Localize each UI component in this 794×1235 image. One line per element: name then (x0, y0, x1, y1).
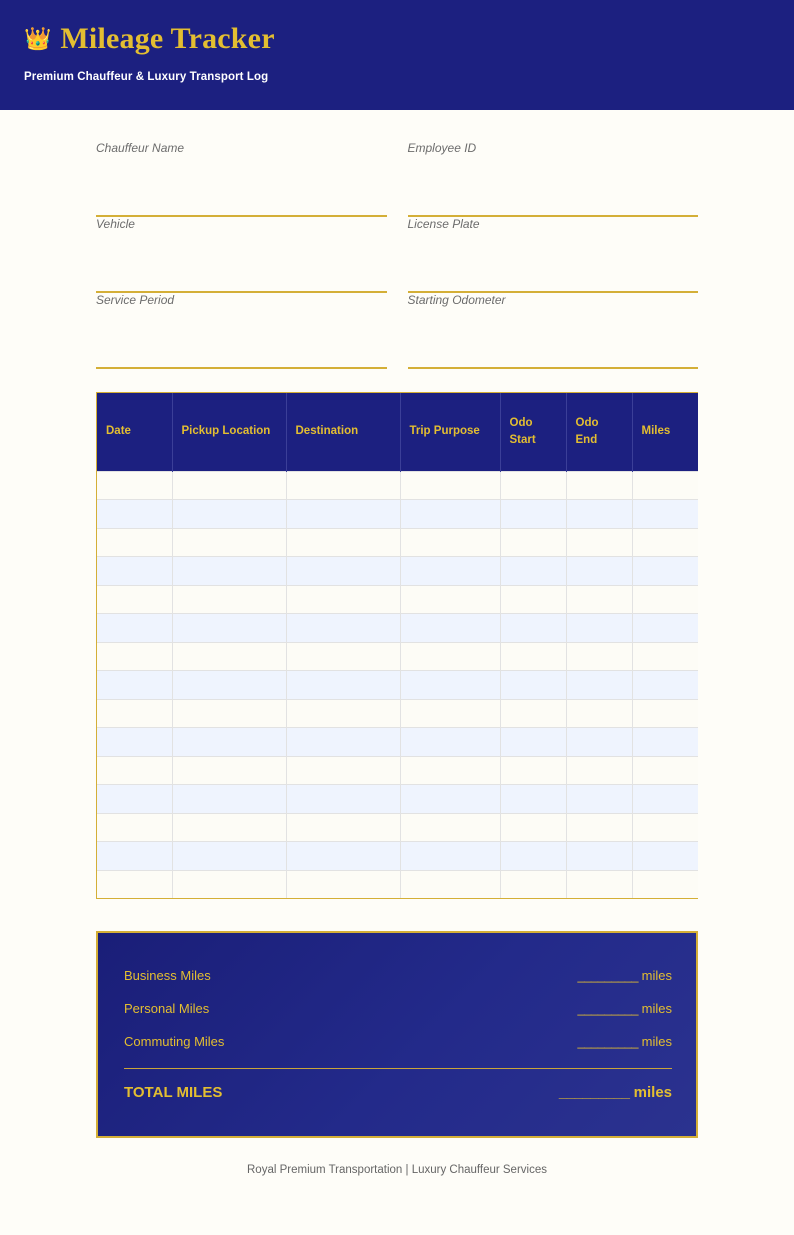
trip-cell-pickup-location[interactable] (172, 842, 286, 871)
trip-cell-trip-purpose[interactable] (400, 614, 500, 643)
trip-cell-trip-purpose[interactable] (400, 557, 500, 586)
trip-cell-pickup-location[interactable] (172, 585, 286, 614)
trip-cell-date[interactable] (97, 585, 172, 614)
trip-cell-odo-start[interactable] (500, 870, 566, 898)
trip-cell-pickup-location[interactable] (172, 557, 286, 586)
trip-cell-odo-start[interactable] (500, 842, 566, 871)
trip-cell-pickup-location[interactable] (172, 728, 286, 757)
trip-cell-date[interactable] (97, 756, 172, 785)
summary-value[interactable] (577, 1034, 672, 1049)
field-underline (408, 367, 699, 369)
trip-cell-date[interactable] (97, 785, 172, 814)
trip-cell-date[interactable] (97, 614, 172, 643)
trip-cell-odo-end[interactable] (566, 870, 632, 898)
trip-cell-miles[interactable] (632, 842, 698, 871)
trip-cell-odo-end[interactable] (566, 671, 632, 700)
field-label: License Plate (407, 217, 480, 231)
trip-cell-odo-start[interactable] (500, 471, 566, 500)
trip-cell-miles[interactable] (632, 785, 698, 814)
page-footer: Royal Premium Transportation | Luxury Chauffeur Services (247, 1164, 547, 1176)
table-row (97, 785, 698, 814)
trip-cell-odo-start[interactable] (500, 585, 566, 614)
title-row (24, 22, 770, 55)
header-info-form (96, 110, 698, 369)
field-label: Vehicle (96, 217, 135, 231)
column-header-pickup-location: Pickup Location (172, 393, 286, 471)
summary-blank: _________ (577, 1001, 639, 1016)
trip-cell-date[interactable] (97, 471, 172, 500)
trip-cell-odo-end[interactable] (566, 728, 632, 757)
column-header-destination: Destination (286, 393, 400, 471)
field-vehicle[interactable] (96, 217, 387, 293)
trip-cell-date[interactable] (97, 813, 172, 842)
summary-value[interactable] (577, 968, 672, 983)
trip-cell-date[interactable] (97, 842, 172, 871)
page-title: Mileage Tracker (60, 22, 275, 55)
trip-cell-destination[interactable] (286, 785, 400, 814)
trip-cell-date[interactable] (97, 642, 172, 671)
trip-cell-destination[interactable] (286, 699, 400, 728)
trip-cell-odo-start[interactable] (500, 614, 566, 643)
summary-label: Business Miles (124, 968, 211, 983)
summary-row-total-miles[interactable] (124, 1075, 672, 1110)
trip-cell-date[interactable] (97, 699, 172, 728)
trip-cell-date[interactable] (97, 728, 172, 757)
trip-cell-trip-purpose[interactable] (400, 813, 500, 842)
trip-cell-destination[interactable] (286, 585, 400, 614)
trip-log-table-container (96, 392, 698, 899)
trip-cell-odo-end[interactable] (566, 585, 632, 614)
column-header-odo-end: Odo End (566, 393, 632, 471)
table-row (97, 585, 698, 614)
trip-cell-destination[interactable] (286, 642, 400, 671)
trip-cell-miles[interactable] (632, 813, 698, 842)
summary-total-label: TOTAL MILES (124, 1084, 223, 1101)
table-row (97, 671, 698, 700)
content-area (0, 110, 794, 1176)
mileage-summary-box (96, 931, 698, 1138)
field-service-period[interactable] (96, 293, 387, 369)
trip-cell-trip-purpose[interactable] (400, 728, 500, 757)
summary-total-blank: _________ (558, 1084, 630, 1101)
trip-cell-pickup-location[interactable] (172, 528, 286, 557)
trip-cell-trip-purpose[interactable] (400, 870, 500, 898)
trip-cell-destination[interactable] (286, 614, 400, 643)
trip-cell-trip-purpose[interactable] (400, 842, 500, 871)
trip-cell-miles[interactable] (632, 870, 698, 898)
summary-row-personal-miles[interactable] (124, 992, 672, 1025)
trip-cell-miles[interactable] (632, 500, 698, 529)
trip-cell-pickup-location[interactable] (172, 785, 286, 814)
summary-blank: _________ (577, 968, 639, 983)
trip-cell-destination[interactable] (286, 500, 400, 529)
summary-value[interactable] (577, 1001, 672, 1016)
trip-cell-trip-purpose[interactable] (400, 642, 500, 671)
page-subtitle: Premium Chauffeur & Luxury Transport Log (24, 71, 269, 83)
trip-table-head (97, 393, 698, 471)
column-header-odo-start: Odo Start (500, 393, 566, 471)
trip-cell-trip-purpose[interactable] (400, 585, 500, 614)
trip-cell-odo-end[interactable] (566, 785, 632, 814)
trip-log-table (97, 393, 698, 898)
table-row (97, 870, 698, 898)
trip-cell-miles[interactable] (632, 557, 698, 586)
trip-cell-date[interactable] (97, 500, 172, 529)
field-underline (96, 367, 387, 369)
table-row (97, 614, 698, 643)
summary-blank: _________ (577, 1034, 639, 1049)
trip-cell-odo-end[interactable] (566, 699, 632, 728)
trip-cell-destination[interactable] (286, 557, 400, 586)
summary-label: Commuting Miles (124, 1034, 225, 1049)
trip-cell-trip-purpose[interactable] (400, 471, 500, 500)
trip-cell-miles[interactable] (632, 699, 698, 728)
field-label: Chauffeur Name (96, 141, 185, 155)
trip-cell-pickup-location[interactable] (172, 642, 286, 671)
trip-cell-destination[interactable] (286, 728, 400, 757)
table-row (97, 500, 698, 529)
trip-cell-pickup-location[interactable] (172, 813, 286, 842)
summary-divider (124, 1068, 672, 1069)
trip-cell-destination[interactable] (286, 813, 400, 842)
field-employee-id[interactable] (408, 141, 699, 217)
field-label: Employee ID (407, 141, 477, 155)
table-row (97, 756, 698, 785)
table-row (97, 813, 698, 842)
table-row (97, 642, 698, 671)
trip-cell-odo-start[interactable] (500, 671, 566, 700)
trip-cell-pickup-location[interactable] (172, 671, 286, 700)
trip-cell-odo-end[interactable] (566, 614, 632, 643)
trip-cell-date[interactable] (97, 870, 172, 898)
crown-icon: 👑 (24, 25, 52, 51)
trip-cell-odo-end[interactable] (566, 500, 632, 529)
trip-cell-pickup-location[interactable] (172, 614, 286, 643)
trip-cell-trip-purpose[interactable] (400, 699, 500, 728)
summary-unit: miles (641, 1001, 672, 1016)
summary-total-value[interactable] (559, 1084, 672, 1101)
trip-cell-miles[interactable] (632, 471, 698, 500)
trip-cell-destination[interactable] (286, 671, 400, 700)
trip-cell-date[interactable] (97, 671, 172, 700)
trip-cell-miles[interactable] (632, 614, 698, 643)
summary-unit: miles (641, 1034, 672, 1049)
trip-cell-odo-start[interactable] (500, 813, 566, 842)
trip-cell-destination[interactable] (286, 842, 400, 871)
trip-cell-odo-end[interactable] (566, 557, 632, 586)
trip-cell-odo-start[interactable] (500, 699, 566, 728)
trip-cell-pickup-location[interactable] (172, 471, 286, 500)
summary-row-commuting-miles[interactable] (124, 1025, 672, 1058)
trip-cell-pickup-location[interactable] (172, 756, 286, 785)
table-row (97, 842, 698, 871)
trip-cell-miles[interactable] (632, 642, 698, 671)
summary-unit: miles (641, 968, 672, 983)
trip-cell-odo-end[interactable] (566, 528, 632, 557)
summary-label: Personal Miles (124, 1001, 210, 1016)
trip-cell-odo-start[interactable] (500, 728, 566, 757)
trip-cell-destination[interactable] (286, 528, 400, 557)
table-row (97, 728, 698, 757)
trip-cell-destination[interactable] (286, 870, 400, 898)
trip-table-header-row (97, 393, 698, 471)
field-chauffeur-name[interactable] (96, 141, 387, 217)
trip-cell-miles[interactable] (632, 671, 698, 700)
table-row (97, 557, 698, 586)
trip-cell-pickup-location[interactable] (172, 500, 286, 529)
trip-cell-miles[interactable] (632, 585, 698, 614)
column-header-miles: Miles (632, 393, 698, 471)
column-header-date: Date (97, 393, 172, 471)
trip-table-body (97, 471, 698, 898)
field-label: Starting Odometer (407, 293, 506, 307)
table-row (97, 471, 698, 500)
field-license-plate[interactable] (408, 217, 699, 293)
summary-total-unit: miles (633, 1084, 672, 1101)
trip-cell-destination[interactable] (286, 756, 400, 785)
trip-cell-odo-end[interactable] (566, 842, 632, 871)
field-starting-odometer[interactable] (408, 293, 699, 369)
trip-cell-odo-start[interactable] (500, 642, 566, 671)
table-row (97, 699, 698, 728)
trip-cell-miles[interactable] (632, 528, 698, 557)
trip-cell-date[interactable] (97, 557, 172, 586)
trip-cell-odo-start[interactable] (500, 500, 566, 529)
column-header-trip-purpose: Trip Purpose (400, 393, 500, 471)
trip-cell-pickup-location[interactable] (172, 699, 286, 728)
trip-cell-trip-purpose[interactable] (400, 785, 500, 814)
trip-cell-odo-start[interactable] (500, 785, 566, 814)
trip-cell-destination[interactable] (286, 471, 400, 500)
trip-cell-odo-start[interactable] (500, 756, 566, 785)
table-row (97, 528, 698, 557)
trip-cell-trip-purpose[interactable] (400, 756, 500, 785)
trip-cell-trip-purpose[interactable] (400, 671, 500, 700)
trip-cell-odo-end[interactable] (566, 813, 632, 842)
trip-cell-miles[interactable] (632, 728, 698, 757)
trip-cell-odo-start[interactable] (500, 528, 566, 557)
trip-cell-odo-end[interactable] (566, 756, 632, 785)
trip-cell-odo-start[interactable] (500, 557, 566, 586)
summary-row-business-miles[interactable] (124, 959, 672, 992)
trip-cell-trip-purpose[interactable] (400, 528, 500, 557)
trip-cell-odo-end[interactable] (566, 642, 632, 671)
trip-cell-odo-end[interactable] (566, 471, 632, 500)
page-header (0, 0, 794, 110)
trip-cell-trip-purpose[interactable] (400, 500, 500, 529)
trip-cell-miles[interactable] (632, 756, 698, 785)
field-label: Service Period (96, 293, 175, 307)
trip-cell-date[interactable] (97, 528, 172, 557)
trip-cell-pickup-location[interactable] (172, 870, 286, 898)
